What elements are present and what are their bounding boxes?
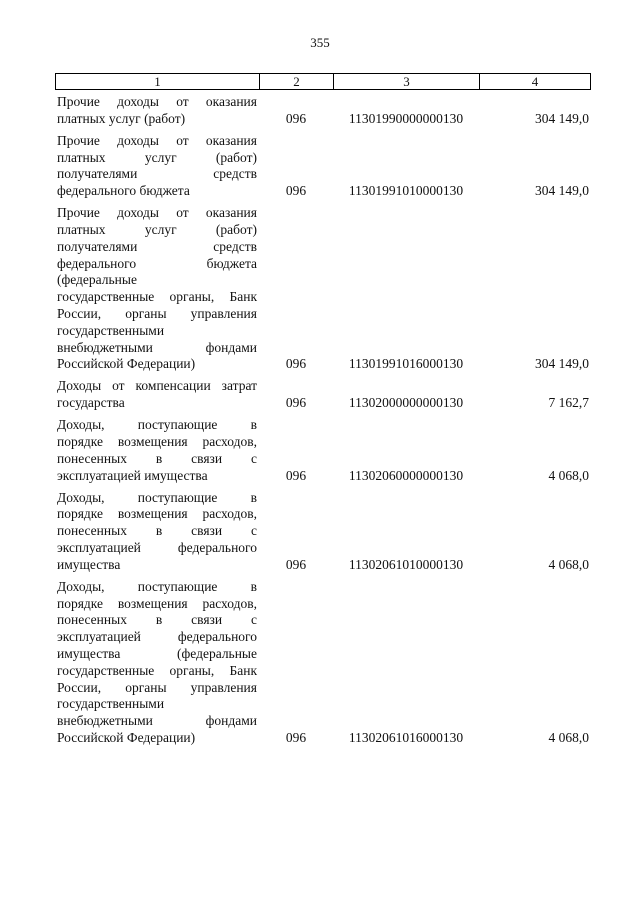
description-line: Доходы, поступающие в — [57, 578, 257, 594]
description-line: понесенных в связи с — [57, 450, 257, 466]
description-line: получателями средств — [57, 166, 257, 182]
header-col-3: 3 — [334, 74, 480, 89]
row-amount: 304 149,0 — [535, 110, 589, 126]
table-row — [55, 490, 591, 574]
description-line: порядке возмещения расходов, — [57, 506, 257, 522]
row-amount: 4 068,0 — [548, 556, 589, 572]
description-line: имущества (федеральные — [57, 645, 257, 661]
table-row — [55, 94, 591, 128]
description-line: государственными — [57, 322, 165, 338]
description-line: (федеральные — [57, 272, 137, 288]
description-line: Российской Федерации) — [57, 729, 196, 745]
row-description — [57, 378, 257, 412]
description-line: платных услуг (работ) — [57, 149, 257, 165]
row-budget-code: 11302000000000130 — [348, 395, 464, 411]
description-line: эксплуатацией имущества — [57, 467, 208, 483]
row-code: 096 — [285, 395, 307, 411]
header-col-2: 2 — [260, 74, 334, 89]
row-budget-code: 11301991010000130 — [348, 183, 464, 199]
description-line: имущества — [57, 556, 121, 572]
row-code: 096 — [285, 730, 307, 745]
header-col-1: 1 — [56, 74, 260, 89]
description-line: государственные органы, Банк — [57, 662, 257, 678]
description-line: порядке возмещения расходов, — [57, 433, 257, 449]
row-budget-code: 11302061016000130 — [348, 730, 464, 745]
table-header — [55, 73, 591, 90]
description-line: федерального бюджета — [57, 255, 257, 271]
row-description — [57, 133, 257, 200]
description-line: Прочие доходы от оказания — [57, 205, 257, 221]
description-line: государственными — [57, 696, 165, 712]
row-budget-code: 11302060000000130 — [348, 467, 464, 483]
description-line: понесенных в связи с — [57, 612, 257, 628]
row-amount: 7 162,7 — [548, 395, 589, 411]
description-line: внебюджетными фондами — [57, 339, 257, 355]
row-amount: 304 149,0 — [535, 356, 589, 372]
table-row — [55, 205, 591, 373]
row-description — [57, 205, 257, 373]
description-line: Доходы, поступающие в — [57, 417, 257, 433]
description-line: России, органы управления — [57, 679, 257, 695]
description-line: внебюджетными фондами — [57, 713, 257, 729]
description-line: Российской Федерации) — [57, 356, 196, 372]
row-amount: 304 149,0 — [535, 183, 589, 199]
description-line: эксплуатацией федерального — [57, 629, 257, 645]
description-line: России, органы управления — [57, 305, 257, 321]
description-line: государственные органы, Банк — [57, 289, 257, 305]
description-line: Доходы, поступающие в — [57, 489, 257, 505]
description-line: платных услуг (работ) — [57, 110, 186, 126]
description-line: федерального бюджета — [57, 183, 190, 199]
table-row — [55, 378, 591, 412]
row-code: 096 — [285, 467, 307, 483]
description-line: государства — [57, 395, 125, 411]
description-line: эксплуатацией федерального — [57, 539, 257, 555]
row-description — [57, 94, 257, 128]
row-code: 096 — [285, 110, 307, 126]
row-code: 096 — [285, 183, 307, 199]
row-description — [57, 417, 257, 484]
row-budget-code: 11302061010000130 — [348, 556, 464, 572]
table-row — [55, 417, 591, 484]
description-line: Прочие доходы от оказания — [57, 132, 257, 148]
table-row — [55, 133, 591, 200]
description-line: платных услуг (работ) — [57, 221, 257, 237]
row-code: 096 — [285, 556, 307, 572]
table-row — [55, 579, 591, 747]
description-line: порядке возмещения расходов, — [57, 595, 257, 611]
row-budget-code: 11301990000000130 — [348, 110, 464, 126]
description-line: получателями средств — [57, 238, 257, 254]
row-description — [57, 490, 257, 574]
description-line: понесенных в связи с — [57, 523, 257, 539]
header-col-4: 4 — [531, 74, 539, 89]
row-amount: 4 068,0 — [548, 467, 589, 483]
description-line: Доходы от компенсации затрат — [57, 378, 257, 394]
description-line: Прочие доходы от оказания — [57, 94, 257, 109]
page-number: 355 — [310, 35, 330, 50]
row-description — [57, 579, 257, 747]
row-amount: 4 068,0 — [548, 730, 589, 745]
row-budget-code: 11301991016000130 — [348, 356, 464, 372]
row-code: 096 — [285, 356, 307, 372]
